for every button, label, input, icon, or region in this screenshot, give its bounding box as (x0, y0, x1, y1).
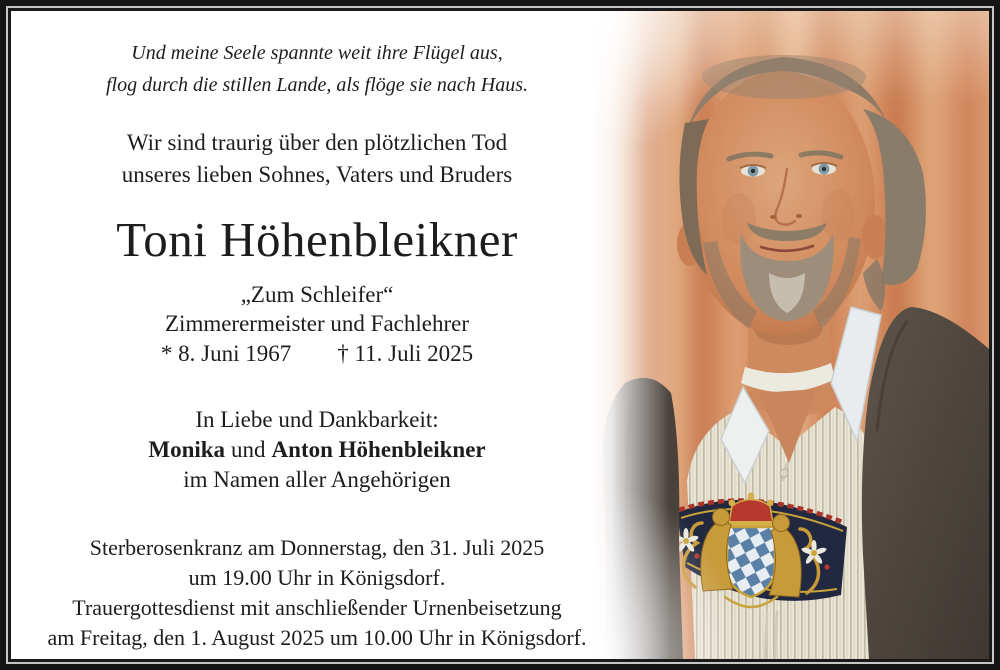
mourner-conjunction: und (231, 437, 266, 462)
life-dates (11, 339, 623, 369)
shirt-button (780, 469, 788, 477)
poem-line-1: Und meine Seele spannte weit ihre Flügel aus, (131, 42, 503, 64)
funeral-service-line-2: am Freitag, den 1. August 2025 um 10.00 Uhr in Königsdorf. (47, 625, 587, 650)
farewell-line: In Liebe und Dankbarkeit: (195, 407, 439, 432)
mourner-name-2: Anton Höhenbleikner (271, 437, 486, 462)
poem-line-2: flog durch die stillen Lande, als flöge sie nach Haus. (105, 74, 528, 96)
intro-line-2: unseres lieben Sohnes, Vaters und Bruders (121, 162, 513, 187)
portrait-photo (591, 11, 989, 659)
birth-date: * 8. Juni 1967 (160, 341, 292, 366)
deceased-nickname: „Zum Schleifer“ (240, 282, 394, 307)
deceased-profession: Zimmerermeister und Fachlehrer (165, 311, 469, 336)
rosary-service-line-1: Sterberosenkranz am Donnerstag, den 31. Juli 2025 (89, 535, 545, 560)
mourner-name-1: Monika (148, 437, 226, 462)
mourners-line (11, 435, 623, 465)
ear-right (862, 215, 888, 259)
mourners-suffix: im Namen aller Angehörigen (183, 467, 451, 492)
rosary-service-line-2: um 19.00 Uhr in Königsdorf. (188, 565, 446, 590)
death-date: † 11. Juli 2025 (337, 341, 474, 366)
obituary-text-column (11, 11, 623, 653)
funeral-service-line-1: Trauergottesdienst mit anschließender Urnenbeisetzung (72, 595, 562, 620)
intro-line-1: Wir sind traurig über den plötzlichen Tod (126, 130, 508, 155)
lozenge-shield (727, 527, 775, 597)
notice-paper (8, 8, 992, 662)
deceased-name: Toni Höhenbleikner (116, 212, 518, 267)
mourning-frame-inner-line (6, 6, 994, 664)
portrait-illustration (591, 11, 989, 659)
